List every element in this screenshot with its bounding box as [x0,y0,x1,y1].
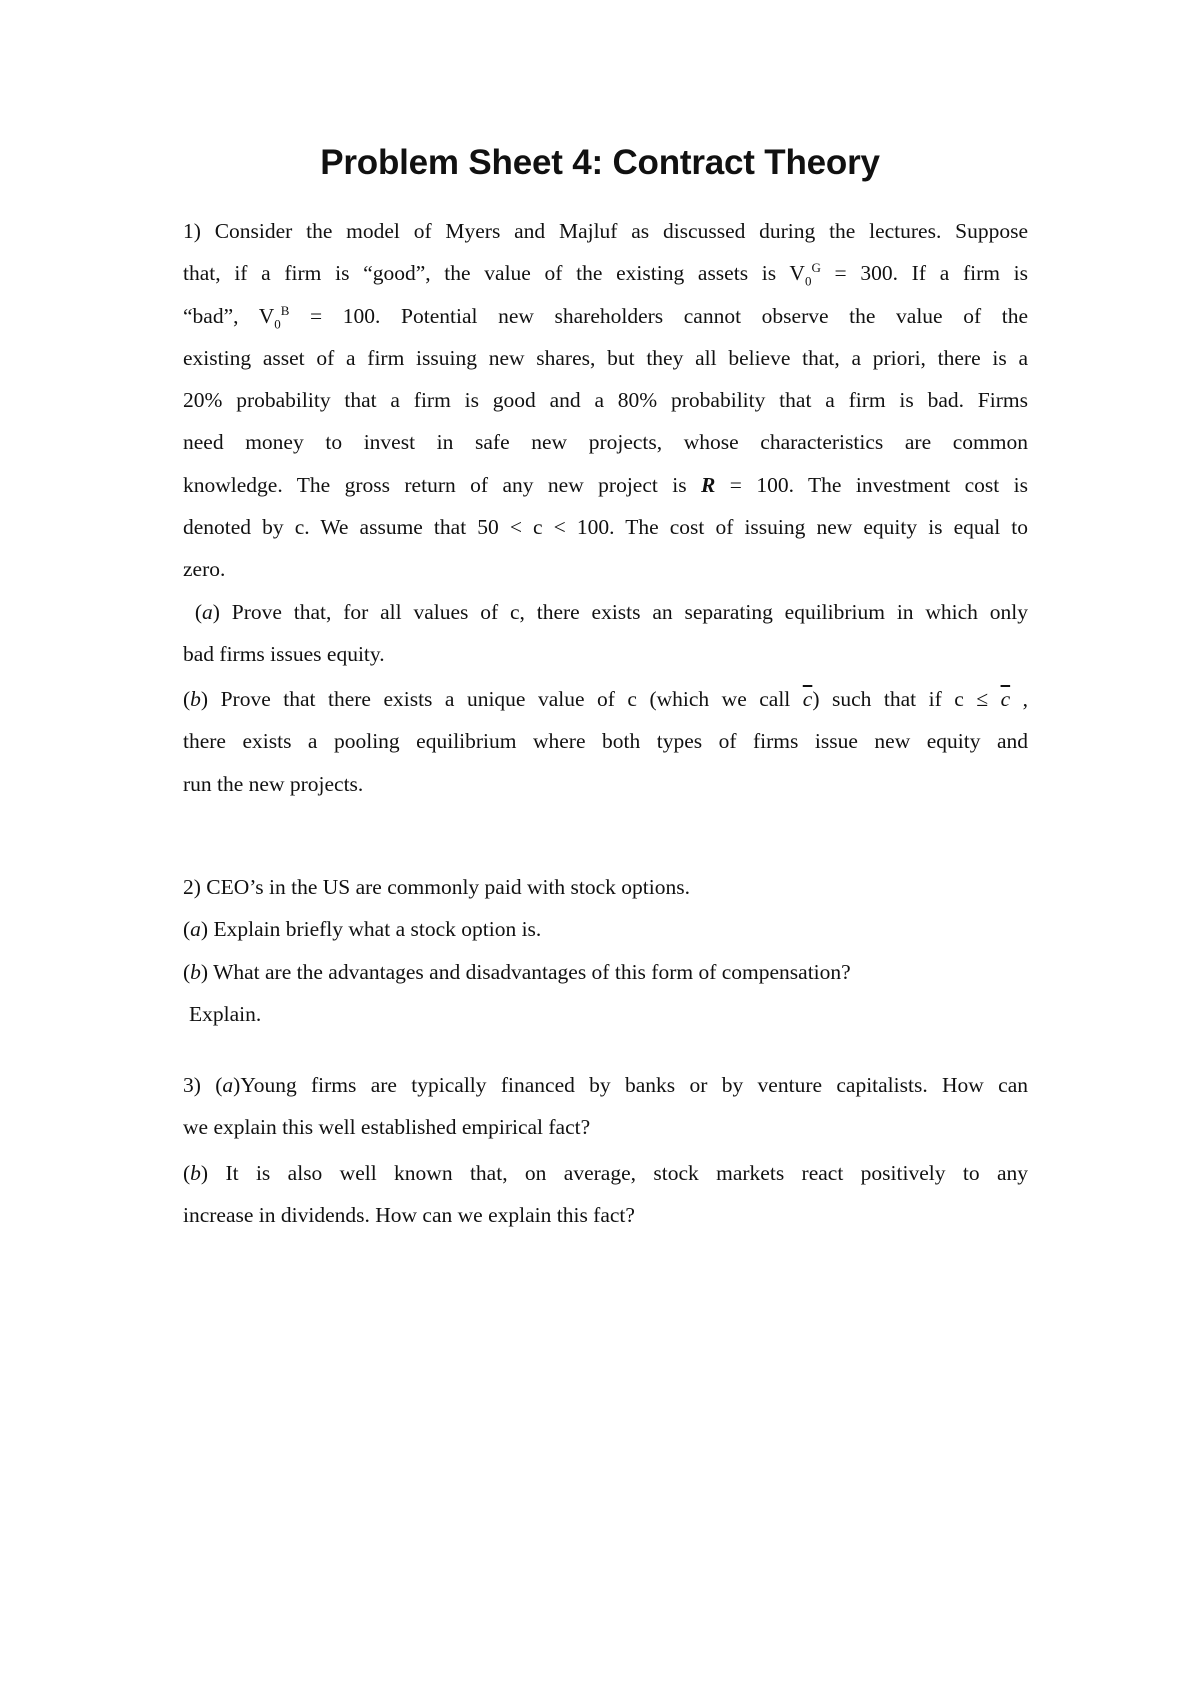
q1-line-1: 1) Consider the model of Myers and Majluf as discussed during the lectures. Suppose [183,219,1028,243]
q1-line-8: denoted by c. We assume that 50 < c < 100. The cost of issuing new equity is equal to [183,515,1028,540]
q1-line-6: need money to invest in safe new projects, whose characteristics are common [183,430,1028,455]
q1-part-a-line-2: bad firms issues equity. [183,641,385,666]
page-title: Problem Sheet 4: Contract Theory [320,143,880,182]
q1-line-9: zero. [183,557,226,582]
q1-part-b-line-2: there exists a pooling equilibrium where both types of firms issue new equity and [183,729,1028,754]
q3-part-b-line-1: (b) It is also well known that, on average, stock markets react positively to any [183,1160,1028,1185]
q1-line-3: “bad”, $V_0^B = 100$. Potential new shareholders cannot observe the value of the [183,302,1028,331]
q1-line-7: knowledge. The gross return of any new project is R = 100. The investment cost is [183,472,1029,497]
q1-line-2: that, if a firm is “good”, the value of the existing assets is $V_0^G = 300$. If a firm is [183,260,1029,289]
question-2 [183,866,1028,1035]
q2-line-1: 2) CEO’s in the US are commonly paid with stock options. [183,875,690,899]
q2-part-b-line-2: Explain. [189,1001,262,1026]
q1-line-4: existing asset of a firm issuing new shares, but they all believe that, a priori, there is a [183,345,1028,370]
q1-part-b-line-3: run the new projects. [183,771,364,796]
q1-part-a-line-1: (a) Prove that, for all values of c, there exists an separating equilibrium in which only [183,599,1028,624]
q1-part-b-line-1: (b) Prove that there exists a unique value of c (which we call $\overline{c}$) such that if $c \le \overline{c}$ , [183,687,1028,712]
q1-line-5: 20% probability that a firm is good and a 80% probability that a firm is bad. Firms [183,388,1028,413]
q2-part-a: (a) Explain briefly what a stock option is. [183,917,542,942]
q3-part-a-line-2: we explain this well established empirical fact? [183,1115,591,1140]
question-1 [183,210,1028,805]
q3-part-a-line-1: 3) (a)Young firms are typically financed by banks or by venture capitalists. How can [183,1073,1028,1097]
q3-part-b-line-2: increase in dividends. How can we explain this fact? [183,1202,635,1227]
q2-part-b-line-1: (b) What are the advantages and disadvantages of this form of compensation? [183,959,851,984]
question-3 [183,1064,1028,1236]
